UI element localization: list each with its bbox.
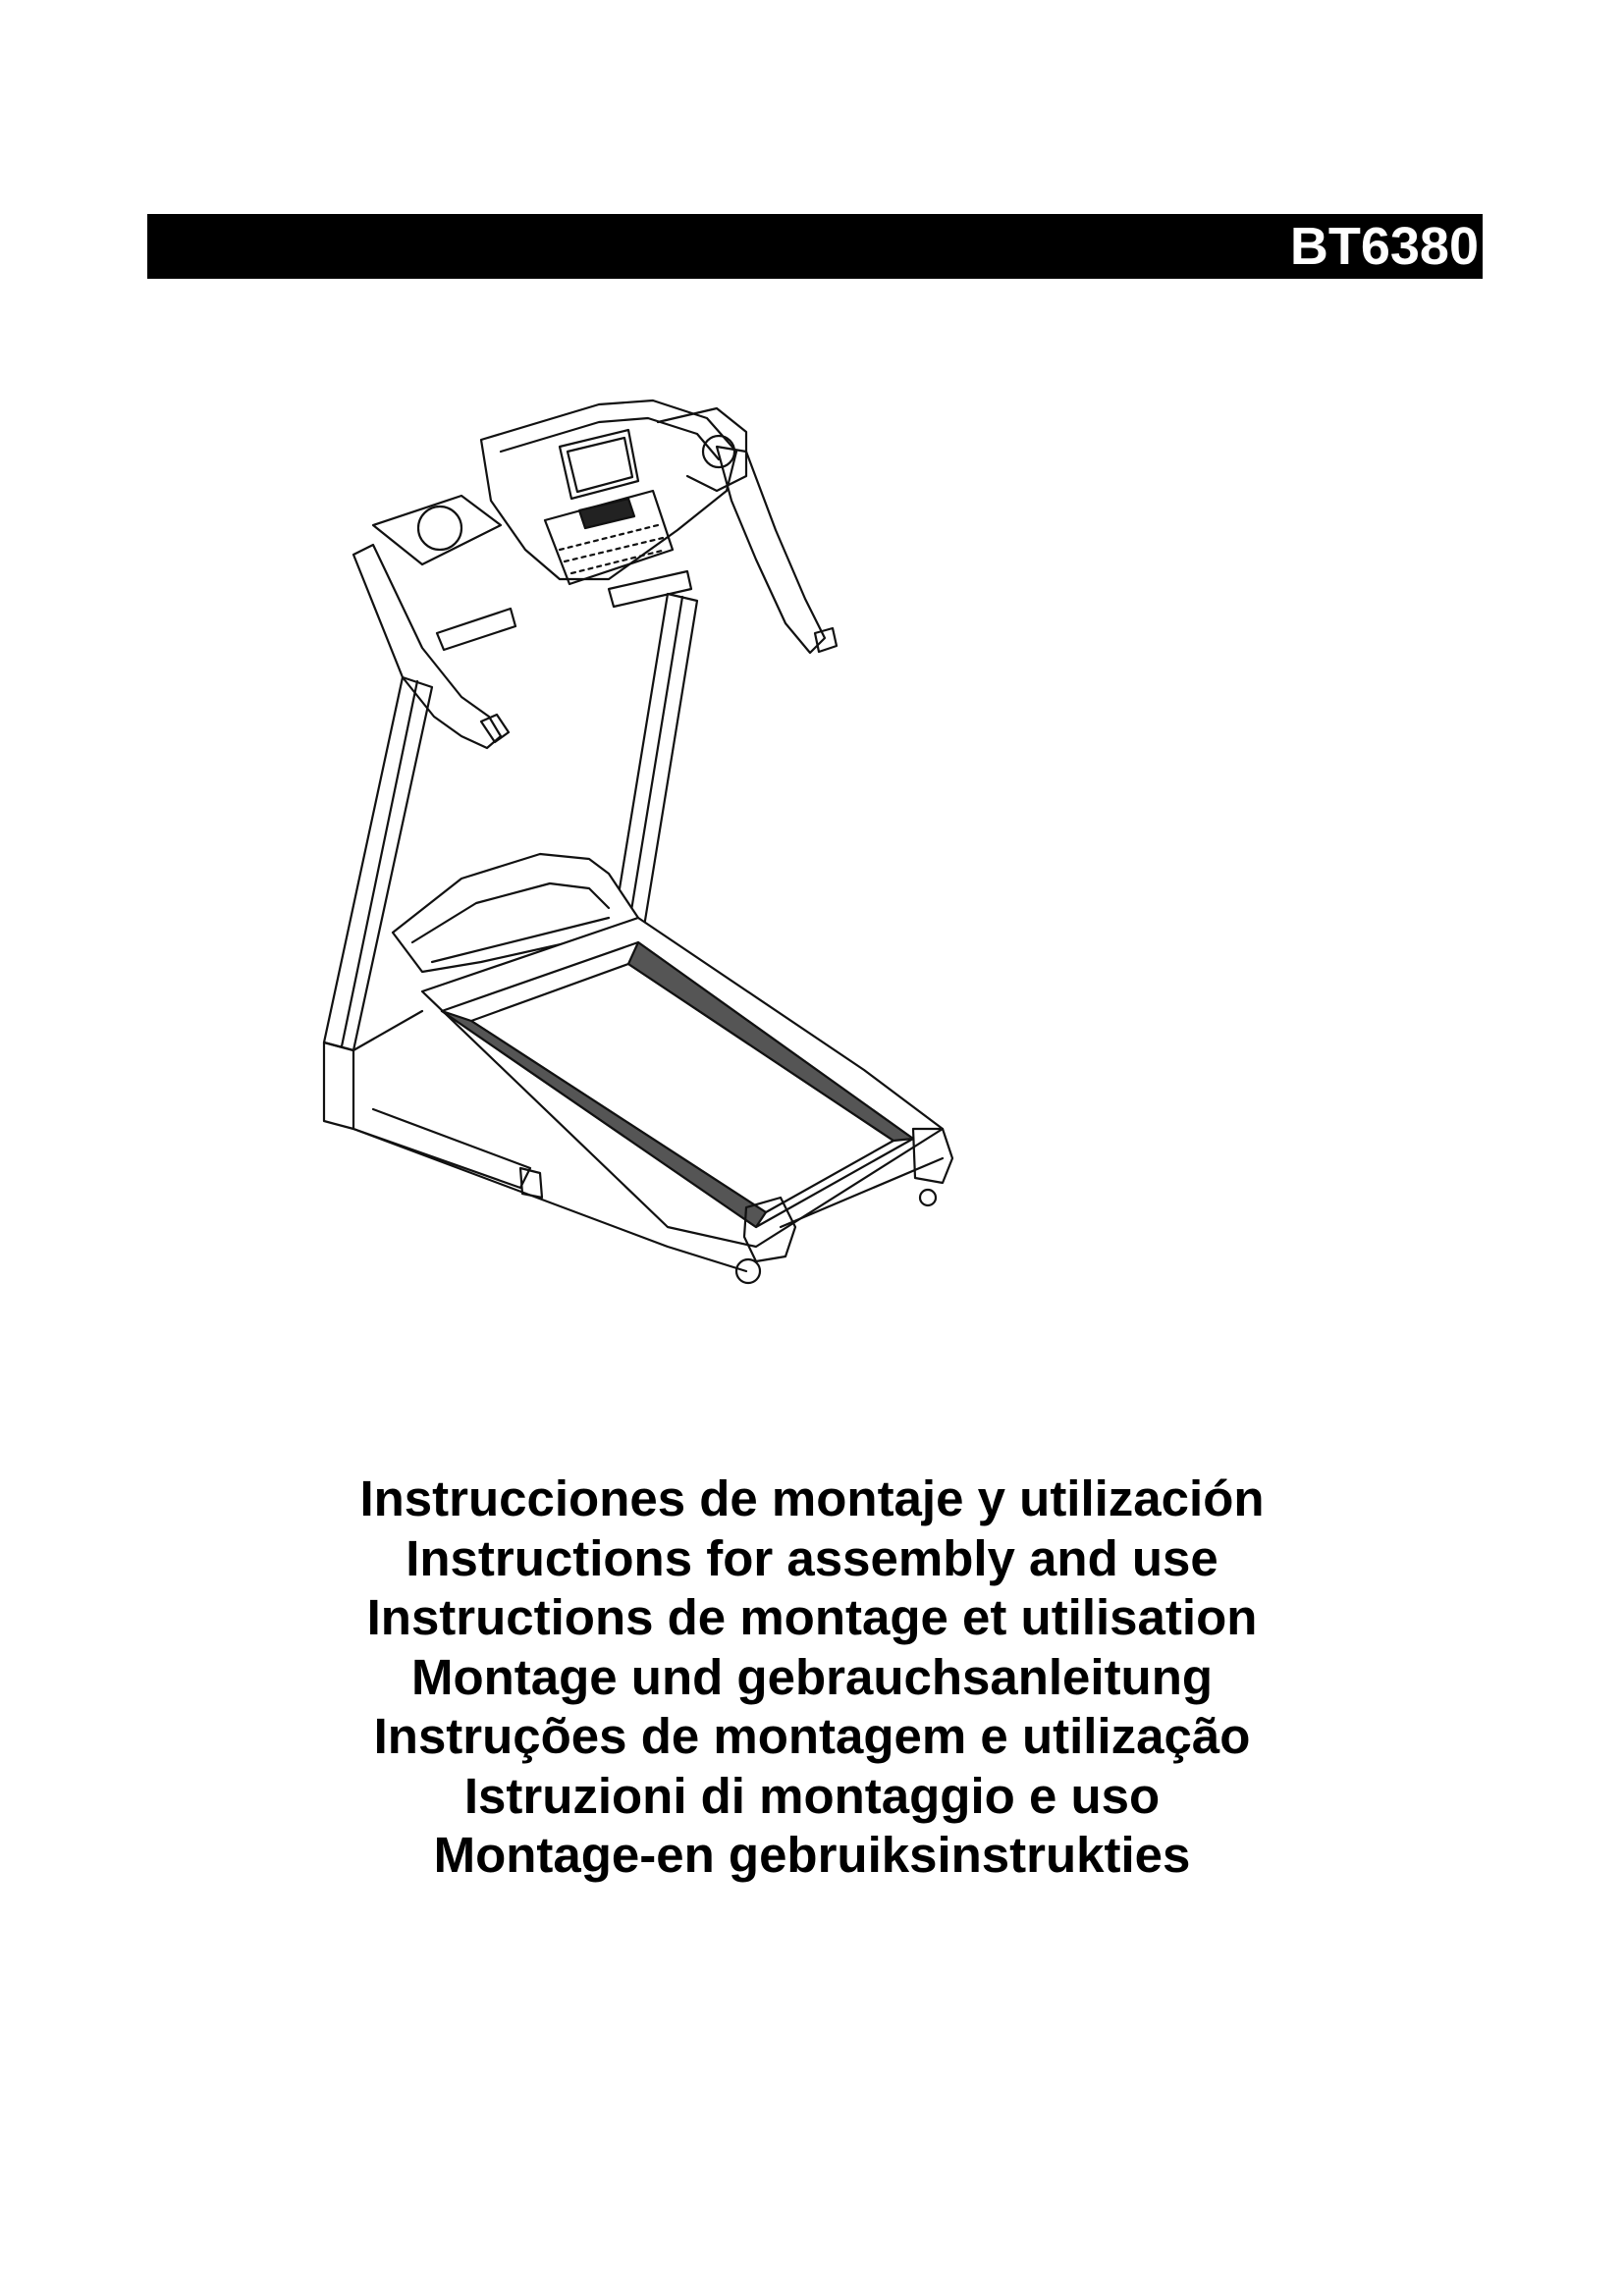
title-german: Montage und gebrauchsanleitung [410,1648,1214,1705]
treadmill-icon [314,383,1276,1345]
title-italian: Istruzioni di montaggio e uso [463,1767,1161,1824]
model-code: BT6380 [1289,217,1479,276]
model-header-bar [147,214,1483,279]
title-english: Instructions for assembly and use [406,1529,1218,1586]
title-french: Instructions de montage et utilisation [366,1589,1258,1645]
title-spanish: Instrucciones de montaje y utilización [359,1470,1265,1526]
title-portuguese: Instruções de montagem e utilização [373,1708,1251,1764]
manual-titles [0,1469,1624,1886]
title-dutch: Montage-en gebruiksinstrukties [433,1827,1191,1883]
treadmill-illustration [314,383,1276,1345]
